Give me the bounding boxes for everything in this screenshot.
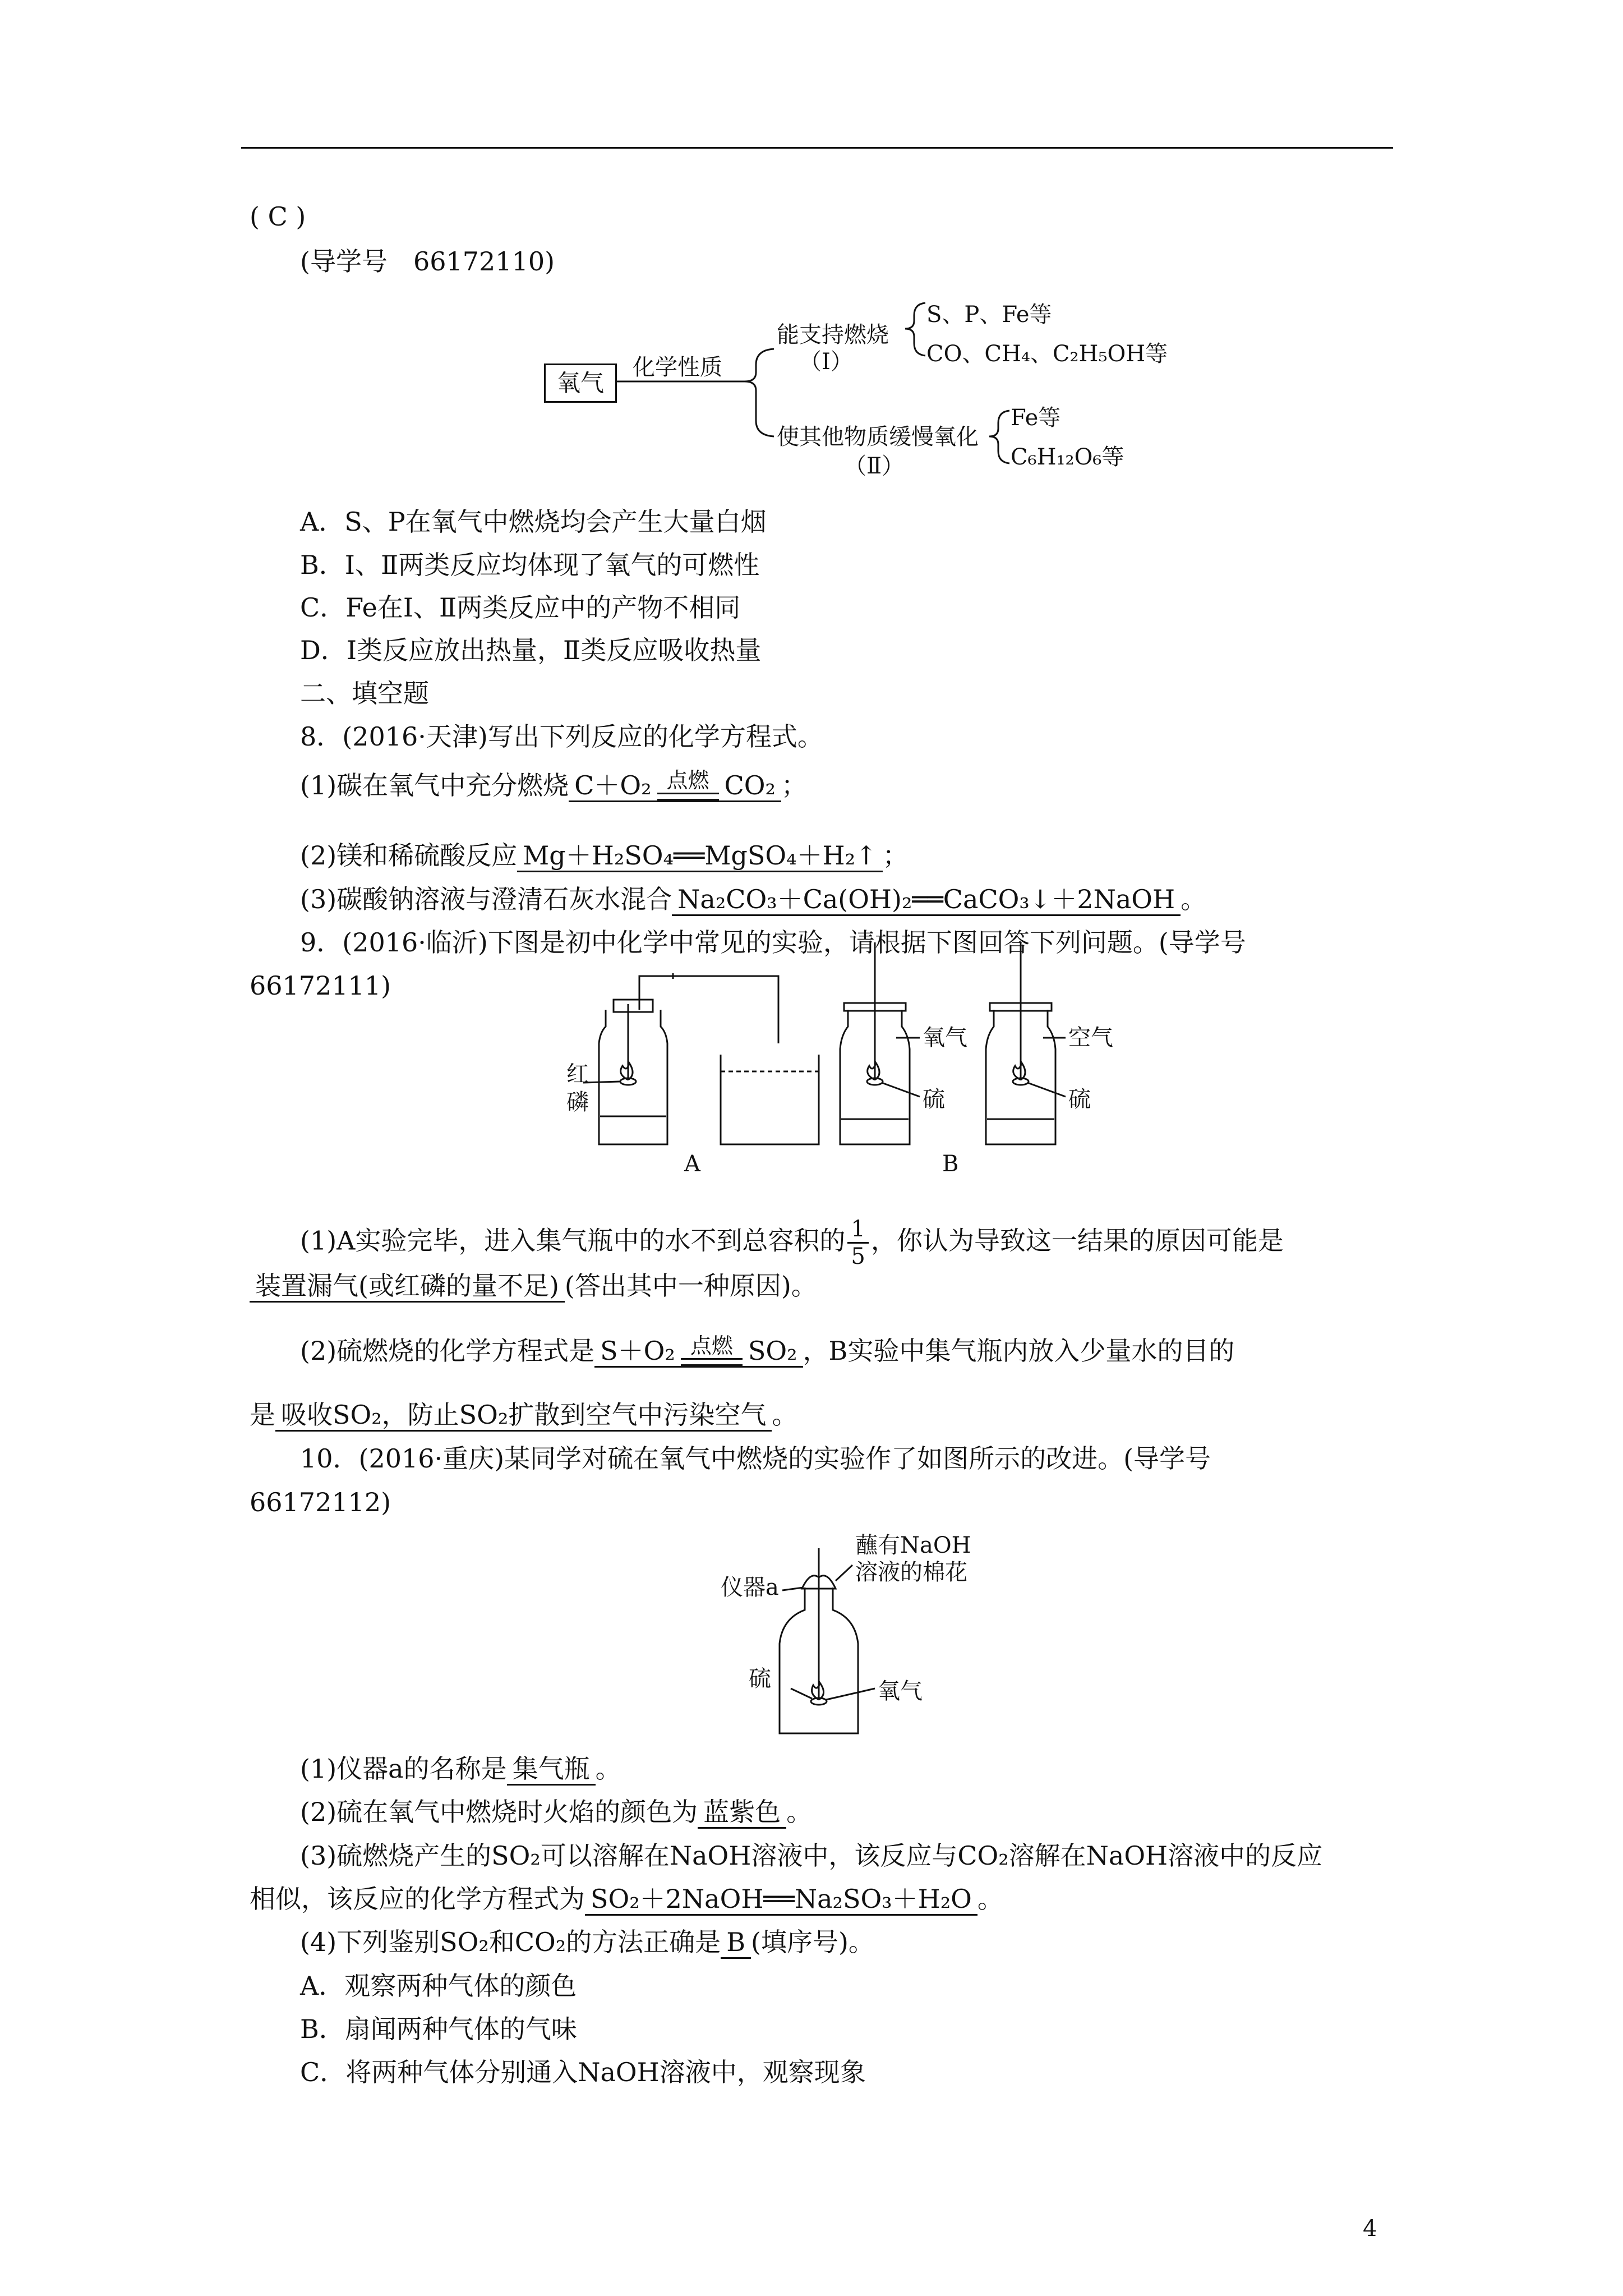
option-c: C．Fe在Ⅰ、Ⅱ两类反应中的产物不相同 — [300, 592, 741, 623]
page-number: 4 — [1363, 2216, 1377, 2242]
slow-oxidation-label: 使其他物质缓慢氧化 — [777, 424, 979, 450]
q9-part2-purpose-answer: 吸收SO₂，防止SO₂扩散到空气中污染空气 — [275, 1400, 772, 1432]
q10-part1: (1)仪器a的名称是 集气瓶 。 — [300, 1752, 621, 1786]
fig-label-cotton-2: 溶液的棉花 — [855, 1559, 967, 1585]
fig-label-red-phosphorus-1: 红 — [566, 1061, 589, 1087]
q8-part1-rhs: CO₂ — [724, 770, 776, 800]
ignition-condition: 点燃 — [657, 769, 719, 800]
q9-part1-answer: 装置漏气(或红磷的量不足) — [250, 1271, 565, 1303]
q10-option-c: C．将两种气体分别通入NaOH溶液中，观察现象 — [300, 2057, 866, 2087]
option-b: B．Ⅰ、Ⅱ两类反应均体现了氧气的可燃性 — [300, 550, 760, 580]
type-2-item-1: Fe等 — [1011, 405, 1061, 431]
q9-part1-end: (答出其中一种原因)。 — [564, 1271, 817, 1301]
fig-label-a: A — [684, 1151, 700, 1177]
fig-label-sulfur-2: 硫 — [1068, 1087, 1091, 1112]
type-1-item-2: CO、CH₄、C₂H₅OH等 — [926, 341, 1168, 367]
fig-label-sulfur-1: 硫 — [923, 1087, 945, 1112]
fig-label-sulfur: 硫 — [749, 1666, 771, 1692]
q10-part3-answer: SO₂＋2NaOH══Na₂SO₃＋H₂O — [585, 1884, 978, 1916]
ignition-condition-2: 点燃 — [681, 1335, 743, 1366]
fig-label-oxygen: 氧气 — [923, 1025, 967, 1051]
q9-part1-text2: ，你认为导致这一结果的原因可能是 — [870, 1225, 1284, 1256]
q9-part1-text: (1)A实验完毕，进入集气瓶中的水不到总容积的 — [300, 1225, 846, 1256]
q8-part2-prefix: (2)镁和稀硫酸反应 — [300, 840, 518, 871]
fig-label-oxygen-10: 氧气 — [878, 1678, 923, 1704]
q9-part2-line2: 是 吸收SO₂，防止SO₂扩散到空气中污染空气 。 — [250, 1398, 797, 1432]
q10-option-a: A．观察两种气体的颜色 — [300, 1971, 577, 2001]
previous-answer: ( C ) — [250, 201, 306, 232]
q10-part2-answer: 蓝紫色 — [698, 1797, 786, 1829]
section-heading: 二、填空题 — [300, 678, 429, 708]
q10-part3-line2: 相似，该反应的化学方程式为 SO₂＋2NaOH══Na₂SO₃＋H₂O 。 — [250, 1882, 1003, 1916]
q8-part3-answer: Na₂CO₃＋Ca(OH)₂══CaCO₃↓＋2NaOH — [672, 884, 1181, 916]
fig-label-red-phosphorus-2: 磷 — [566, 1089, 589, 1115]
chemical-property-label: 化学性质 — [633, 355, 722, 380]
q10-part4: (4)下列鉴别SO₂和CO₂的方法正确是 B (填序号)。 — [300, 1925, 874, 1959]
q9-stem-ref: 66172111) — [250, 970, 391, 1001]
q8-part3-end: 。 — [1181, 884, 1207, 914]
option-a: A．S、P在氧气中燃烧均会产生大量白烟 — [300, 507, 767, 537]
support-combustion-label: 能支持燃烧 — [777, 322, 889, 348]
fig-label-instrument-a: 仪器a — [721, 1575, 779, 1600]
q9-part2-text2: ，B实验中集气瓶内放入少量水的目的 — [803, 1336, 1235, 1366]
q8-part1-end: ； — [781, 770, 807, 800]
fig-label-cotton-1: 蘸有NaOH — [855, 1533, 971, 1558]
q8-part1-lhs: C＋O₂ — [574, 770, 652, 800]
q10-part4-answer: B — [721, 1927, 751, 1959]
option-d: D．Ⅰ类反应放出热量，Ⅱ类反应吸收热量 — [300, 635, 762, 665]
q8-part1-prefix: (1)碳在氧气中充分燃烧 — [300, 770, 569, 800]
q10-option-b: B．扇闻两种气体的气味 — [300, 2014, 577, 2044]
q9-stem: 9．(2016·临沂)下图是初中化学中常见的实验，请根据下图回答下列问题。(导学号 — [300, 927, 1246, 958]
q8-part2-end: ； — [882, 840, 909, 871]
q8-part3-prefix: (3)碳酸钠溶液与澄清石灰水混合 — [300, 884, 672, 914]
q10-part1-answer: 集气瓶 — [507, 1754, 596, 1786]
type-1-label: （Ⅰ） — [799, 349, 853, 375]
q10-part3: (3)硫燃烧产生的SO₂可以溶解在NaOH溶液中，该反应与CO₂溶解在NaOH溶液中的反应 — [300, 1841, 1323, 1871]
type-2-label: （Ⅱ） — [844, 453, 905, 479]
fig-label-air: 空气 — [1068, 1025, 1113, 1051]
q10-stem: 10．(2016·重庆)某同学对硫在氧气中燃烧的实验作了如图所示的改进。(导学号 — [300, 1443, 1211, 1474]
q7-reference: (导学号 66172110) — [300, 246, 555, 277]
fraction-one-fifth: $\frac{1}{5}$ — [847, 1216, 868, 1269]
q10-part2: (2)硫在氧气中燃烧时火焰的颜色为 蓝紫色 。 — [300, 1795, 812, 1829]
q9-part2-text: (2)硫燃烧的化学方程式是 — [300, 1336, 595, 1366]
type-1-item-1: S、P、Fe等 — [926, 302, 1052, 328]
type-2-item-2: C₆H₁₂O₆等 — [1011, 444, 1124, 470]
q8-part2-answer: Mg＋H₂SO₄══MgSO₄＋H₂↑ — [517, 840, 882, 872]
fig-label-b: B — [942, 1151, 959, 1177]
oxygen-box: 氧气 — [544, 364, 617, 403]
q8-stem: 8．(2016·天津)写出下列反应的化学方程式。 — [300, 721, 823, 752]
q9-part2-answer: S＋O₂ 点燃 SO₂ — [594, 1335, 803, 1368]
q10-stem-ref: 66172112) — [250, 1487, 391, 1517]
